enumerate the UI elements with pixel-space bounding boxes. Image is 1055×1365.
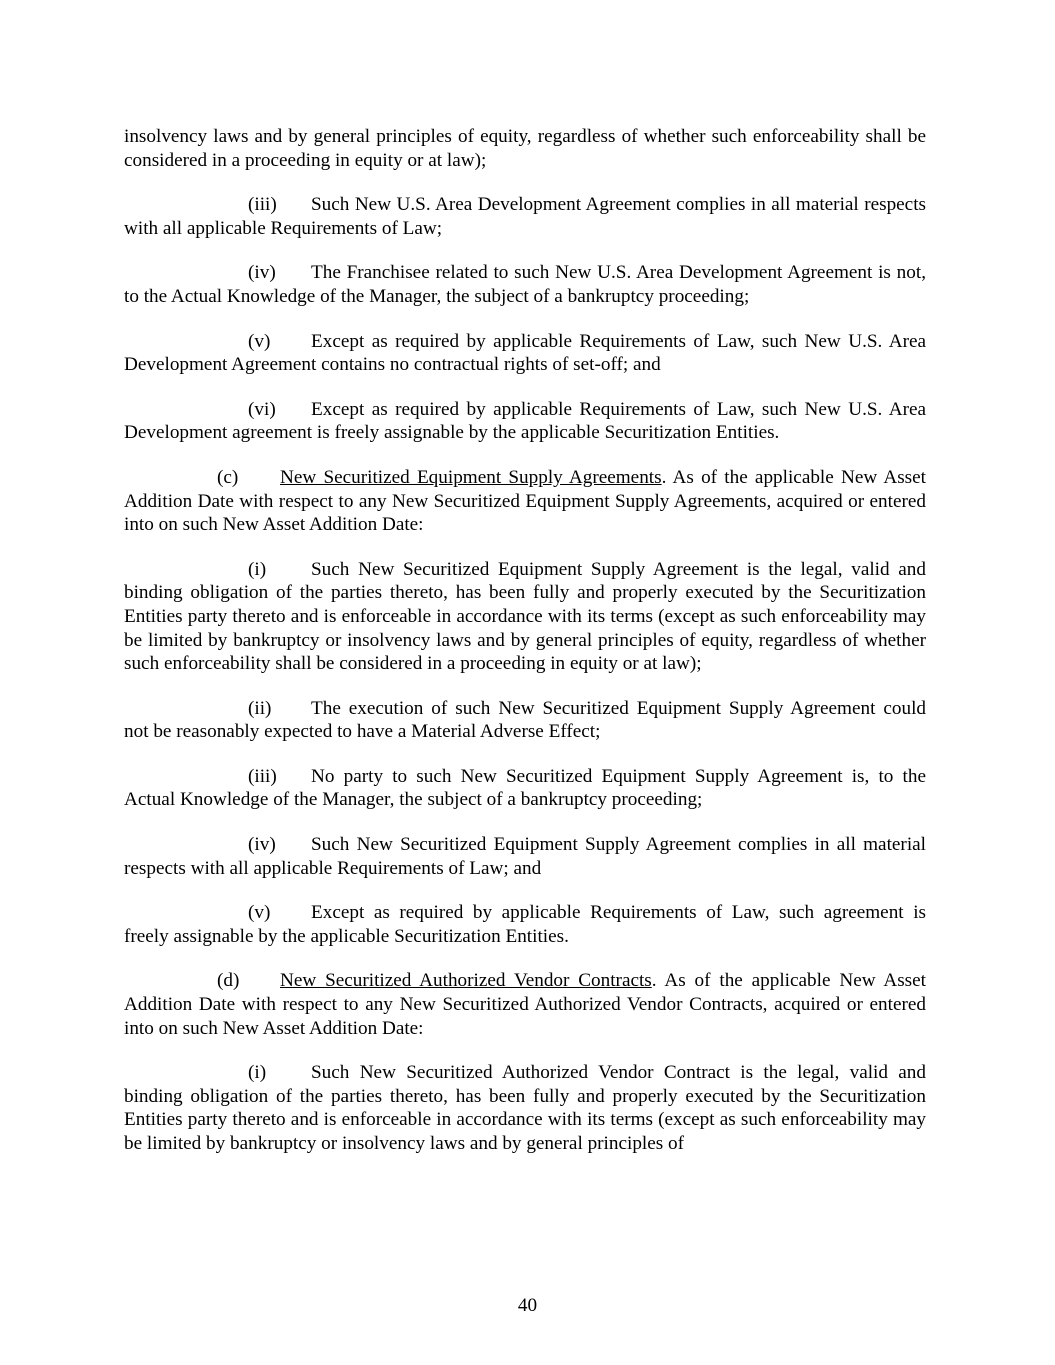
clause-c-i [124, 558, 926, 676]
section-heading: New Securitized Authorized Vendor Contracts [280, 970, 652, 992]
clause-b-vi [124, 398, 926, 445]
clause-c-v [124, 901, 926, 948]
document-body [124, 125, 926, 1177]
paragraph-text: Except as required by applicable Requirements of Law, such New U.S. Area Development Agreement contains no contractual rights of set-off; and [124, 330, 926, 376]
clause-label: (iv) [248, 834, 276, 856]
clause-b-iv [124, 261, 926, 308]
paragraph-text: Such New Securitized Equipment Supply Agreement is the legal, valid and binding obligation of the parties thereto, has been fully and properly executed by the Securitization Entities party thereto and is enforceable in accordance with its terms (except as such enforceability may be limited by bankruptcy or insolvency laws and by general principles of equity, regardless of whether such enforceability shall be considered in a proceeding in equity or at law); [124, 558, 926, 675]
section-c [124, 466, 926, 537]
paragraph-continuation [124, 125, 926, 172]
clause-label: (iii) [248, 765, 277, 787]
paragraph-text: Such New U.S. Area Development Agreement complies in all material respects with all applicable Requirements of Law; [124, 194, 926, 239]
clause-label: (vi) [248, 398, 276, 420]
clause-label: (i) [248, 558, 267, 580]
clause-d-i [124, 1061, 926, 1155]
section-label: (d) [217, 970, 240, 992]
paragraph-text: Except as required by applicable Requirements of Law, such New U.S. Area Development agreement is freely assignable by the applicable Securitization Entities. [124, 398, 926, 444]
section-label: (c) [217, 466, 239, 488]
section-heading: New Securitized Equipment Supply Agreements [280, 466, 662, 488]
clause-label: (iii) [248, 194, 277, 216]
paragraph-text: The Franchisee related to such New U.S. Area Development Agreement is not, to the Actual Knowledge of the Manager, the subject of a bankruptcy proceeding; [124, 262, 926, 307]
clause-c-iii [124, 765, 926, 812]
paragraph-text: . As of the applicable New Asset Addition Date with respect to any New Securitized Equipment Supply Agreements, acquired or entered into on such New Asset Addition Date: [124, 466, 926, 536]
paragraph-text: Such New Securitized Equipment Supply Agreement complies in all material respects with all applicable Requirements of Law; and [124, 834, 926, 879]
paragraph-text: The execution of such New Securitized Equipment Supply Agreement could not be reasonably expected to have a Material Adverse Effect; [124, 697, 926, 743]
paragraph-text: No party to such New Securitized Equipment Supply Agreement is, to the Actual Knowledge of the Manager, the subject of a bankruptcy proceeding; [124, 765, 926, 811]
clause-label: (i) [248, 1062, 267, 1084]
paragraph-text: Such New Securitized Authorized Vendor Contract is the legal, valid and binding obligation of the parties thereto, has been fully and properly executed by the Securitization Entities party thereto and is enforceable in accordance with its terms (except as such enforceability may be limited by bankruptcy or insolvency laws and by general principles of [124, 1062, 926, 1154]
clause-c-iv [124, 833, 926, 880]
clause-b-iii [124, 193, 926, 240]
page-number: 40 [517, 1295, 538, 1316]
clause-label: (ii) [248, 697, 272, 719]
clause-label: (v) [248, 902, 271, 924]
clause-label: (iv) [248, 262, 276, 284]
paragraph-text: insolvency laws and by general principles of equity, regardless of whether such enforceability shall be considered in a proceeding in equity or at law); [124, 126, 926, 171]
section-d [124, 969, 926, 1040]
clause-c-ii [124, 697, 926, 744]
clause-b-v [124, 330, 926, 377]
paragraph-text: Except as required by applicable Requirements of Law, such agreement is freely assignable by the applicable Securitization Entities. [124, 902, 926, 947]
paragraph-text: . As of the applicable New Asset Addition Date with respect to any New Securitized Authorized Vendor Contracts, acquired or entered into on such New Asset Addition Date: [124, 970, 926, 1039]
clause-label: (v) [248, 330, 271, 352]
